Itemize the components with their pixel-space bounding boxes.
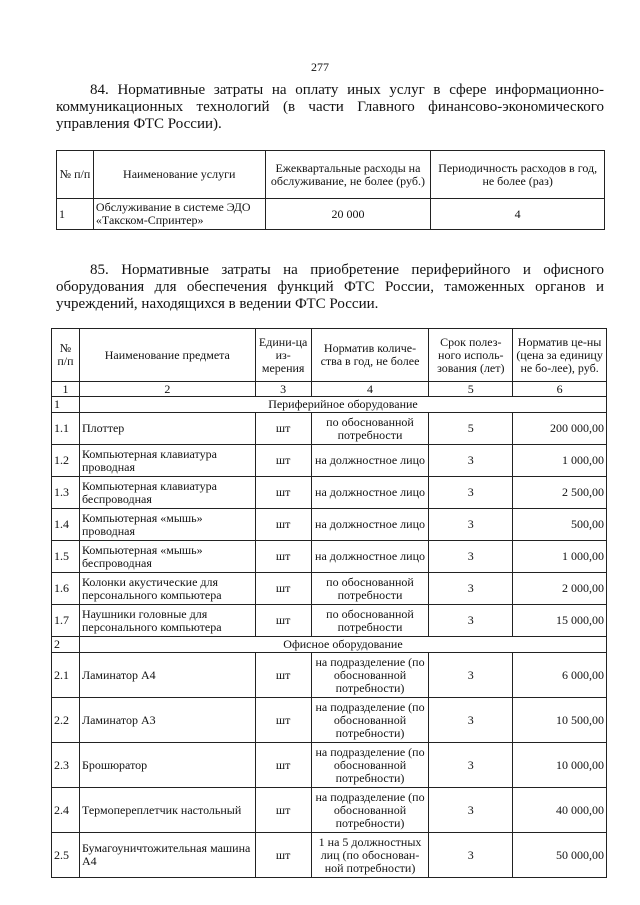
table-row	[52, 509, 607, 541]
cell-unit: шт	[255, 788, 311, 833]
col-number: 3	[255, 382, 311, 397]
col-number: 2	[79, 382, 255, 397]
header-cell: Ежеквартальные расходы на обслуживание, не более (руб.)	[265, 151, 431, 199]
header-cell: Норматив количе-ства в год, не более	[311, 329, 429, 382]
cell-life: 3	[429, 653, 513, 698]
cell-norm: 1 на 5 должностных лиц (по обоснован-ной потребности)	[311, 833, 429, 878]
cell-life: 3	[429, 541, 513, 573]
cell-norm: на должностное лицо	[311, 477, 429, 509]
cell-norm: на должностное лицо	[311, 445, 429, 477]
col-number: 4	[311, 382, 429, 397]
table-row	[52, 445, 607, 477]
table-row	[52, 788, 607, 833]
table-row	[52, 653, 607, 698]
cell-unit: шт	[255, 413, 311, 445]
cell-price: 40 000,00	[513, 788, 607, 833]
cell-price: 50 000,00	[513, 833, 607, 878]
cell-unit: шт	[255, 541, 311, 573]
table-row	[52, 573, 607, 605]
cell-norm: по обоснованной потребности	[311, 573, 429, 605]
cell-price: 200 000,00	[513, 413, 607, 445]
cell-name: Термопереплетчик настольный	[79, 788, 255, 833]
cell-name: Компьютерная «мышь» беспроводная	[79, 541, 255, 573]
table-row	[52, 698, 607, 743]
cell-num: 1.1	[52, 413, 80, 445]
cell-price: 10 500,00	[513, 698, 607, 743]
table-row	[52, 477, 607, 509]
table-row	[57, 199, 605, 230]
header-cell: Норматив це-ны (цена за единицу не бо-лее), руб.	[513, 329, 607, 382]
cell-name: Колонки акустические для персонального компьютера	[79, 573, 255, 605]
cell-price: 2 500,00	[513, 477, 607, 509]
cell-norm: на подразделение (по обоснованной потребности)	[311, 698, 429, 743]
header-cell: Периодичность расходов в год, не более (раз)	[431, 151, 605, 199]
col-number: 1	[52, 382, 80, 397]
cell-life: 3	[429, 698, 513, 743]
table-row	[52, 833, 607, 878]
cell-life: 3	[429, 833, 513, 878]
table-header-row	[52, 329, 607, 382]
cell-norm: на подразделение (по обоснованной потребности)	[311, 743, 429, 788]
cell-name: Компьютерная клавиатура проводная	[79, 445, 255, 477]
section-num: 2	[52, 637, 80, 653]
cell-num: 2.3	[52, 743, 80, 788]
header-cell: Наименование предмета	[79, 329, 255, 382]
cell-life: 3	[429, 509, 513, 541]
cell-unit: шт	[255, 445, 311, 477]
table-row	[52, 413, 607, 445]
header-cell: Срок полез-ного исполь-зования (лет)	[429, 329, 513, 382]
cell-unit: шт	[255, 698, 311, 743]
cell-name: Брошюратор	[79, 743, 255, 788]
cell-unit: шт	[255, 833, 311, 878]
section-title: Офисное оборудование	[79, 637, 606, 653]
cell-unit: шт	[255, 605, 311, 637]
cell-unit: шт	[255, 477, 311, 509]
cell-norm: на подразделение (по обоснованной потребности)	[311, 653, 429, 698]
cell-life: 3	[429, 788, 513, 833]
cell-num: 2.5	[52, 833, 80, 878]
cell-num: 1.6	[52, 573, 80, 605]
cell-price: 1 000,00	[513, 541, 607, 573]
cell-life: 3	[429, 477, 513, 509]
cell-num: 1.2	[52, 445, 80, 477]
cell-life: 3	[429, 445, 513, 477]
cell-name: Ламинатор А4	[79, 653, 255, 698]
services-table	[56, 150, 605, 230]
cell-unit: шт	[255, 509, 311, 541]
cell-quarterly: 20 000	[265, 199, 431, 230]
cell-life: 3	[429, 743, 513, 788]
cell-life: 3	[429, 605, 513, 637]
cell-name: Ламинатор А3	[79, 698, 255, 743]
header-cell: Наименование услуги	[93, 151, 265, 199]
cell-num: 1.3	[52, 477, 80, 509]
section-row	[52, 637, 607, 653]
cell-price: 15 000,00	[513, 605, 607, 637]
cell-price: 1 000,00	[513, 445, 607, 477]
table-row	[52, 605, 607, 637]
cell-price: 500,00	[513, 509, 607, 541]
cell-unit: шт	[255, 573, 311, 605]
cell-name: Компьютерная «мышь» проводная	[79, 509, 255, 541]
header-cell: № п/п	[57, 151, 94, 199]
header-cell: Едини-ца из-мерения	[255, 329, 311, 382]
section-num: 1	[52, 397, 80, 413]
cell-unit: шт	[255, 743, 311, 788]
header-cell: № п/п	[52, 329, 80, 382]
col-number: 5	[429, 382, 513, 397]
cell-name: Наушники головные для персонального компьютера	[79, 605, 255, 637]
cell-norm: на должностное лицо	[311, 509, 429, 541]
cell-name: Бумагоуничтожительная машина А4	[79, 833, 255, 878]
cell-num: 1.7	[52, 605, 80, 637]
equipment-table	[51, 328, 607, 878]
section-title: Периферийное оборудование	[79, 397, 606, 413]
cell-num: 2.2	[52, 698, 80, 743]
table-header-row	[57, 151, 605, 199]
cell-norm: по обоснованной потребности	[311, 413, 429, 445]
cell-norm: по обоснованной потребности	[311, 605, 429, 637]
cell-price: 10 000,00	[513, 743, 607, 788]
table-row	[52, 541, 607, 573]
cell-name: Плоттер	[79, 413, 255, 445]
col-number: 6	[513, 382, 607, 397]
cell-num: 1.5	[52, 541, 80, 573]
cell-name: Компьютерная клавиатура беспроводная	[79, 477, 255, 509]
section-84-paragraph: 84. Нормативные затраты на оплату иных услуг в сфере информационно-коммуникационных технологий (в части Главного финансово-экономического управления ФТС России).	[56, 82, 604, 132]
section-85-paragraph: 85. Нормативные затраты на приобретение периферийного и офисного оборудования для обеспечения функций ФТС России, таможенных органов и учреждений, находящихся в ведении ФТС России.	[56, 262, 604, 312]
cell-norm: на подразделение (по обоснованной потребности)	[311, 788, 429, 833]
cell-periodicity: 4	[431, 199, 605, 230]
cell-num: 1	[57, 199, 94, 230]
column-number-row	[52, 382, 607, 397]
cell-price: 2 000,00	[513, 573, 607, 605]
cell-life: 3	[429, 573, 513, 605]
cell-num: 2.4	[52, 788, 80, 833]
cell-num: 2.1	[52, 653, 80, 698]
table-row	[52, 743, 607, 788]
section-row	[52, 397, 607, 413]
cell-name: Обслуживание в системе ЭДО «Такском-Спринтер»	[93, 199, 265, 230]
cell-life: 5	[429, 413, 513, 445]
cell-norm: на должностное лицо	[311, 541, 429, 573]
page-number: 277	[311, 60, 329, 74]
cell-unit: шт	[255, 653, 311, 698]
cell-num: 1.4	[52, 509, 80, 541]
cell-price: 6 000,00	[513, 653, 607, 698]
